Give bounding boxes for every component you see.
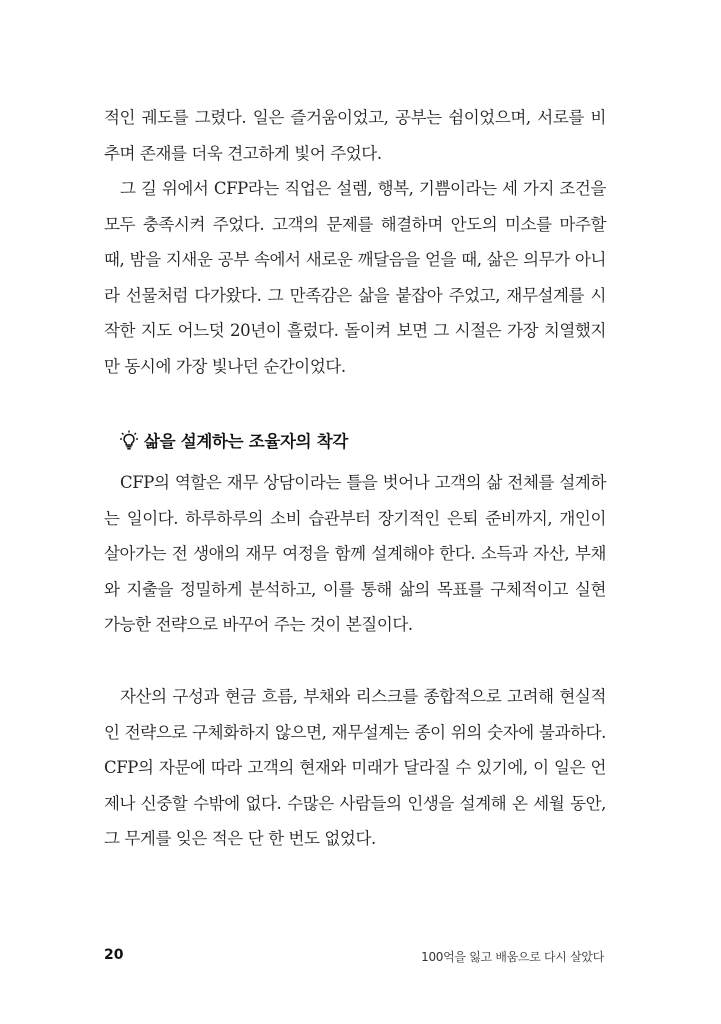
page-number: 20 (104, 947, 124, 963)
section-heading (120, 428, 348, 452)
paragraph-3: CFP의 역할은 재무 상담이라는 틀을 벗어나 고객의 삶 전체를 설계하는 일이다. 하루하루의 소비 습관부터 장기적인 은퇴 준비까지, 개인이 살아가는 전 생애의 재무 여정을 함께 설계해야 한다. 소득과 자산, 부채와 지출을 정밀하게 분석하고, 이를 통해 삶의 목표를 구체적이고 실현 가능한 전략으로 바꾸어 주는 것이 본질이다. (104, 473, 606, 634)
running-title: 100억을 잃고 배움으로 다시 살았다 (421, 950, 604, 964)
paragraph-4: 자산의 구성과 현금 흐름, 부채와 리스크를 종합적으로 고려해 현실적인 전략으로 구체화하지 않으면, 재무설계는 종이 위의 숫자에 불과하다. CFP의 자문에 따라 고객의 현재와 미래가 달라질 수 있기에, 이 일은 언제나 신중할 수밖에 없다. 수많은 사람들의 인생을 설계해 온 세월 동안, 그 무게를 잊은 적은 단 한 번도 없었다. (104, 687, 606, 848)
section-heading-text: 삶을 설계하는 조율자의 착각 (144, 432, 349, 451)
lightbulb-icon (120, 430, 138, 450)
paragraph-2: 그 길 위에서 CFP라는 직업은 설렘, 행복, 기쁨이라는 세 가지 조건을 모두 충족시켜 주었다. 고객의 문제를 해결하며 안도의 미소를 마주할 때, 밤을 지새운 공부 속에서 새로운 깨달음을 얻을 때, 삶은 의무가 아니라 선물처럼 다가왔다. 그 만족감은 삶을 붙잡아 주었고, 재무설계를 시작한 지도 어느덧 20년이 흘렀다. 돌이켜 보면 그 시절은 가장 치열했지만 동시에 가장 빛나던 순간이었다. (104, 179, 606, 376)
paragraph-1: 적인 궤도를 그렸다. 일은 즐거움이었고, 공부는 쉼이었으며, 서로를 비추며 존재를 더욱 견고하게 빛어 주었다. (104, 108, 606, 163)
